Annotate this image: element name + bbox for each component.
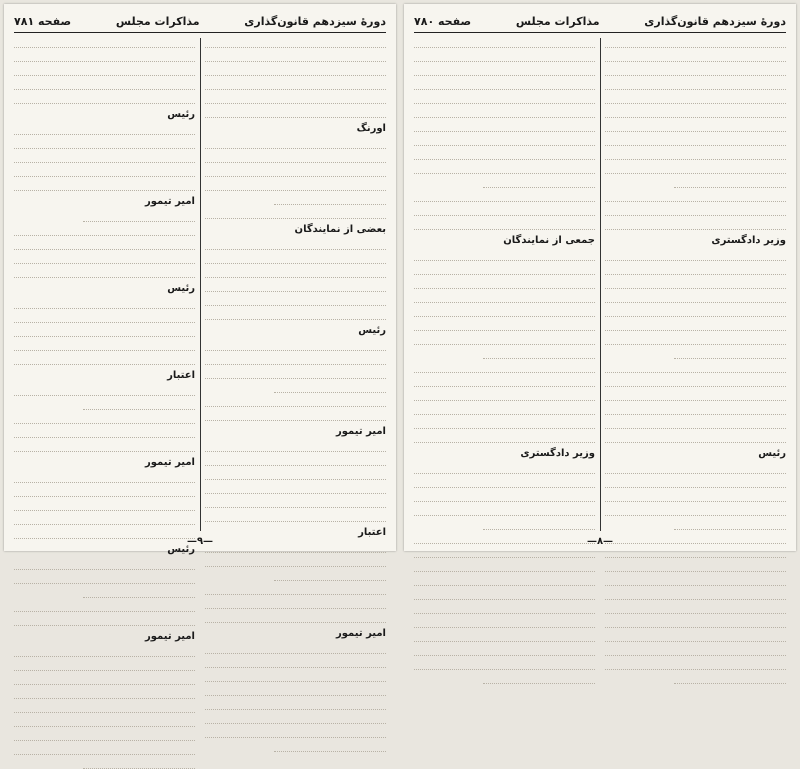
text-line <box>414 307 595 317</box>
speaker-label: رئیس <box>758 448 786 459</box>
text-line <box>414 618 595 628</box>
text-line <box>205 498 386 508</box>
text-line <box>14 268 195 278</box>
text-line <box>414 94 595 104</box>
text-line <box>605 80 786 90</box>
text-line <box>205 470 386 480</box>
text-line <box>14 254 195 264</box>
text-line <box>674 520 786 530</box>
text-line <box>414 478 595 488</box>
text-line <box>14 299 195 309</box>
text-line <box>14 80 195 90</box>
text-line <box>205 181 386 191</box>
speaker-label: وزیر دادگستری <box>711 235 786 246</box>
text-line <box>14 487 195 497</box>
text-line <box>605 562 786 572</box>
text-line <box>14 661 195 671</box>
text-line <box>205 108 386 118</box>
text-line <box>414 136 595 146</box>
text-line <box>414 590 595 600</box>
text-line <box>14 226 195 236</box>
text-line <box>605 576 786 586</box>
text-line <box>605 38 786 48</box>
text-line <box>14 386 195 396</box>
text-line <box>205 167 386 177</box>
text-line <box>605 492 786 502</box>
text-line <box>414 293 595 303</box>
text-line <box>14 473 195 483</box>
text-line <box>414 506 595 516</box>
text-line <box>205 38 386 48</box>
text-line <box>605 164 786 174</box>
text-line <box>205 397 386 407</box>
text-line <box>605 464 786 474</box>
text-line <box>14 153 195 163</box>
text-columns <box>414 38 786 531</box>
text-line <box>205 484 386 494</box>
text-line <box>605 192 786 202</box>
text-line <box>414 52 595 62</box>
text-line <box>14 560 195 570</box>
text-line <box>605 590 786 600</box>
text-line <box>205 456 386 466</box>
text-line <box>605 506 786 516</box>
page-footer: —۸— <box>586 536 614 547</box>
text-line <box>605 604 786 614</box>
text-line <box>483 178 595 188</box>
text-line <box>83 212 195 222</box>
column-right <box>205 38 386 639</box>
text-line <box>414 206 595 216</box>
text-line <box>14 125 195 135</box>
text-line <box>274 571 386 581</box>
text-line <box>205 369 386 379</box>
page-footer: —۹— <box>186 536 214 547</box>
page-left <box>4 4 396 642</box>
speaker-label: بعضی از نمایندگان <box>294 224 386 235</box>
text-line <box>605 363 786 373</box>
text-line <box>414 150 595 160</box>
speaker-label: امیر تیمور <box>336 628 386 639</box>
speaker-label: وزیر دادگستری <box>520 448 595 459</box>
speaker-label: امیر تیمور <box>145 457 195 468</box>
page-header <box>14 10 386 33</box>
text-line <box>14 313 195 323</box>
speaker-label: امیر تیمور <box>336 426 386 437</box>
speaker-label: رئیس <box>358 325 386 336</box>
text-line <box>14 647 195 657</box>
text-line <box>14 501 195 511</box>
header-session: دورهٔ سیزدهم قانون‌گذاری <box>244 14 386 28</box>
text-line <box>605 632 786 642</box>
text-line <box>274 383 386 393</box>
page-right <box>404 4 796 551</box>
text-line <box>14 602 195 612</box>
text-line <box>14 428 195 438</box>
text-line <box>605 94 786 104</box>
text-line <box>605 391 786 401</box>
speaker-label: اعتبار <box>358 527 386 538</box>
text-line <box>14 355 195 365</box>
text-line <box>205 52 386 62</box>
text-line <box>414 660 595 670</box>
text-line <box>605 377 786 387</box>
text-line <box>483 349 595 359</box>
text-line <box>205 658 386 668</box>
text-line <box>605 251 786 261</box>
text-line <box>14 515 195 525</box>
text-line <box>605 206 786 216</box>
text-line <box>205 254 386 264</box>
text-line <box>414 321 595 331</box>
text-line <box>414 548 595 558</box>
text-line <box>605 279 786 289</box>
text-line <box>414 80 595 90</box>
text-line <box>414 363 595 373</box>
text-line <box>274 195 386 205</box>
column-left <box>14 38 195 642</box>
text-line <box>205 700 386 710</box>
text-line <box>414 391 595 401</box>
text-line <box>205 686 386 696</box>
text-line <box>205 240 386 250</box>
text-line <box>83 759 195 769</box>
text-line <box>14 574 195 584</box>
text-line <box>605 150 786 160</box>
text-line <box>605 122 786 132</box>
text-line <box>14 717 195 727</box>
header-page-label: صفحه ۷۸۰ <box>414 14 472 28</box>
text-line <box>605 548 786 558</box>
text-line <box>14 66 195 76</box>
text-line <box>605 108 786 118</box>
text-line <box>605 321 786 331</box>
text-line <box>605 433 786 443</box>
text-line <box>414 576 595 586</box>
text-line <box>414 251 595 261</box>
text-columns <box>14 38 386 642</box>
text-line <box>674 178 786 188</box>
text-line <box>14 341 195 351</box>
text-line <box>14 327 195 337</box>
header-session: دورهٔ سیزدهم قانون‌گذاری <box>644 14 786 28</box>
text-line <box>274 742 386 752</box>
text-line <box>205 442 386 452</box>
speaker-label: جمعی از نمایندگان <box>503 235 595 246</box>
speaker-label: امیر تیمور <box>145 196 195 207</box>
text-line <box>605 136 786 146</box>
text-line <box>414 405 595 415</box>
text-line <box>414 108 595 118</box>
text-line <box>14 414 195 424</box>
text-line <box>483 520 595 530</box>
text-line <box>414 279 595 289</box>
text-line <box>205 411 386 421</box>
text-line <box>205 341 386 351</box>
text-line <box>205 557 386 567</box>
text-line <box>14 139 195 149</box>
header-section: مذاکرات مجلس <box>115 14 200 28</box>
text-line <box>605 307 786 317</box>
text-line <box>605 646 786 656</box>
text-line <box>83 400 195 410</box>
text-line <box>414 562 595 572</box>
text-line <box>14 745 195 755</box>
text-line <box>205 66 386 76</box>
speaker-label: رئیس <box>167 109 195 120</box>
text-line <box>14 616 195 626</box>
text-line <box>205 80 386 90</box>
text-line <box>205 512 386 522</box>
speaker-label: رئیس <box>167 283 195 294</box>
text-line <box>414 66 595 76</box>
text-line <box>14 181 195 191</box>
text-line <box>414 632 595 642</box>
text-line <box>674 349 786 359</box>
column-left <box>414 38 595 531</box>
text-line <box>414 38 595 48</box>
text-line <box>605 660 786 670</box>
text-line <box>14 703 195 713</box>
text-line <box>205 153 386 163</box>
text-line <box>605 405 786 415</box>
text-line <box>205 714 386 724</box>
text-line <box>14 167 195 177</box>
text-line <box>205 268 386 278</box>
text-line <box>414 164 595 174</box>
text-line <box>414 419 595 429</box>
text-line <box>605 478 786 488</box>
text-line <box>605 419 786 429</box>
text-line <box>14 52 195 62</box>
text-line <box>414 265 595 275</box>
column-right <box>605 38 786 531</box>
speaker-label: رئیس <box>167 544 195 555</box>
text-line <box>205 644 386 654</box>
text-line <box>605 66 786 76</box>
text-line <box>605 220 786 230</box>
text-line <box>14 689 195 699</box>
text-line <box>14 442 195 452</box>
header-section: مذاکرات مجلس <box>515 14 600 28</box>
text-line <box>205 94 386 104</box>
text-line <box>414 646 595 656</box>
text-line <box>483 674 595 684</box>
text-line <box>414 604 595 614</box>
text-line <box>205 355 386 365</box>
text-line <box>14 38 195 48</box>
text-line <box>414 433 595 443</box>
text-line <box>605 618 786 628</box>
text-line <box>414 192 595 202</box>
text-line <box>605 293 786 303</box>
page-header <box>414 10 786 33</box>
text-line <box>605 335 786 345</box>
text-line <box>414 122 595 132</box>
text-line <box>414 492 595 502</box>
text-line <box>14 675 195 685</box>
text-line <box>205 672 386 682</box>
text-line <box>205 613 386 623</box>
text-line <box>14 240 195 250</box>
text-line <box>414 464 595 474</box>
text-line <box>205 296 386 306</box>
text-line <box>205 139 386 149</box>
text-line <box>205 209 386 219</box>
text-line <box>674 674 786 684</box>
text-line <box>83 588 195 598</box>
text-line <box>414 335 595 345</box>
text-line <box>605 265 786 275</box>
text-line <box>205 585 386 595</box>
text-line <box>14 94 195 104</box>
speaker-label: امیر تیمور <box>145 631 195 642</box>
speaker-label: اعتبار <box>167 370 195 381</box>
header-page-label: صفحه ۷۸۱ <box>14 14 72 28</box>
text-line <box>605 52 786 62</box>
text-line <box>205 310 386 320</box>
text-line <box>205 728 386 738</box>
speaker-label: اورنگ <box>356 123 386 134</box>
text-line <box>205 282 386 292</box>
text-line <box>414 220 595 230</box>
text-line <box>414 377 595 387</box>
text-line <box>205 599 386 609</box>
text-line <box>14 731 195 741</box>
